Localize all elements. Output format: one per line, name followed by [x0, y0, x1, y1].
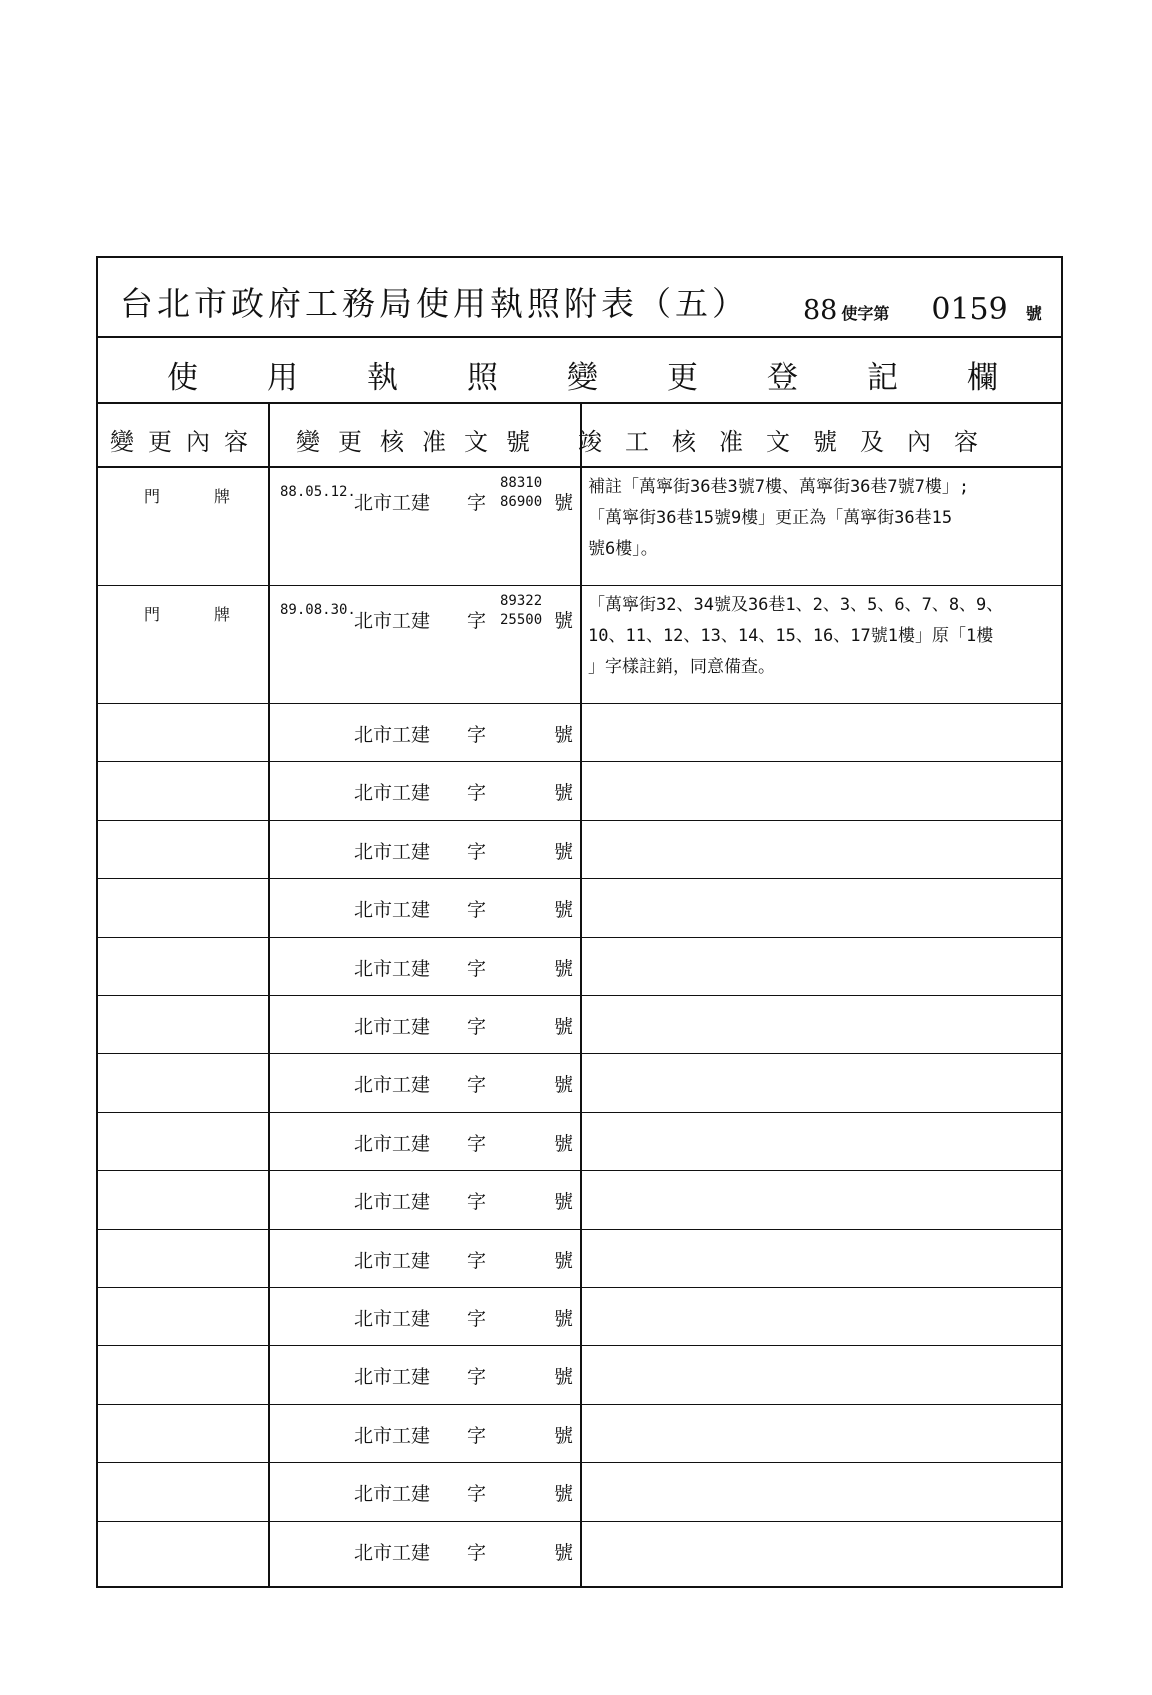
approval-zi: 字	[467, 610, 487, 632]
approval-ref-prefix: 北市工建	[354, 1132, 431, 1155]
table-row	[98, 938, 1061, 996]
approval-zi: 字	[467, 1424, 487, 1447]
table-row	[98, 704, 1061, 762]
completion-note	[588, 472, 1055, 565]
approval-number-2: 86900	[500, 494, 543, 510]
approval-hao: 號	[554, 1191, 574, 1214]
approval-zi: 字	[467, 724, 487, 746]
column-header-change-content: 變更內容	[110, 428, 262, 456]
approval-zi: 字	[467, 1074, 487, 1097]
approval-ref-prefix: 北市工建	[354, 1541, 431, 1564]
approval-number-2: 25500	[500, 612, 543, 628]
note-line: 號6樓」。	[588, 539, 658, 559]
table-row	[98, 879, 1061, 937]
table-row	[98, 821, 1061, 879]
table-row	[98, 586, 1061, 704]
approval-zi: 字	[467, 1132, 487, 1155]
note-line: 」字樣註銷，同意備查。	[588, 657, 775, 677]
change-type-char: 牌	[214, 487, 231, 506]
approval-zi: 字	[467, 1483, 487, 1506]
approval-hao: 號	[554, 782, 574, 805]
section-header	[98, 338, 1067, 404]
approval-hao: 號	[554, 1016, 574, 1038]
approval-ref-prefix: 北市工建	[354, 840, 431, 863]
change-type-cell	[144, 484, 230, 507]
form-title: 台北市政府工務局使用執照附表（五）	[120, 284, 749, 323]
column-header-completion-doc: 竣工核准文號及內容	[578, 428, 1001, 456]
note-line: 補註「萬寧街36巷3號7樓、萬寧街36巷7號7樓」;	[588, 477, 970, 497]
change-type-cell	[144, 602, 230, 625]
approval-ref-prefix: 北市工建	[354, 1074, 431, 1097]
approval-hao: 號	[554, 610, 574, 632]
approval-ref-prefix: 北市工建	[354, 610, 431, 632]
approval-hao: 號	[554, 1366, 574, 1389]
approval-hao: 號	[554, 1308, 574, 1330]
table-row	[98, 1346, 1061, 1404]
approval-ref-prefix: 北市工建	[354, 899, 431, 922]
permit-year: 88	[803, 295, 838, 326]
approval-zi: 字	[467, 1191, 487, 1214]
approval-hao: 號	[554, 724, 574, 746]
approval-zi: 字	[467, 1249, 487, 1272]
change-type-char: 牌	[214, 605, 231, 624]
approval-zi: 字	[467, 899, 487, 922]
table-row	[98, 1054, 1061, 1112]
approval-hao: 號	[554, 1483, 574, 1506]
approval-ref-prefix: 北市工建	[354, 724, 431, 746]
table-row	[98, 1463, 1061, 1521]
change-type-char: 門	[144, 605, 161, 624]
approval-zi: 字	[467, 1366, 487, 1389]
permit-annex-form	[96, 256, 1067, 1588]
permit-number: 0159	[931, 292, 1008, 327]
approval-hao: 號	[554, 899, 574, 922]
permit-number-block	[803, 292, 1042, 327]
approval-ref-prefix: 北市工建	[354, 782, 431, 805]
table-row	[98, 762, 1061, 820]
column-header-approval-doc: 變更核准文號	[296, 428, 548, 456]
table-row	[98, 1171, 1061, 1229]
approval-date: 88.05.12.	[280, 484, 356, 500]
table-row	[98, 1230, 1061, 1288]
approval-zi: 字	[467, 782, 487, 805]
approval-hao: 號	[554, 1541, 574, 1564]
table-row	[98, 1522, 1061, 1580]
approval-hao: 號	[554, 957, 574, 980]
section-title: 使用執照變更登記欄	[167, 360, 1067, 396]
table-row	[98, 1113, 1061, 1171]
table-row	[98, 996, 1061, 1054]
approval-ref-prefix: 北市工建	[354, 1483, 431, 1506]
approval-hao: 號	[554, 840, 574, 863]
approval-hao: 號	[554, 1074, 574, 1097]
approval-zi: 字	[467, 957, 487, 980]
approval-ref-prefix: 北市工建	[354, 1249, 431, 1272]
approval-date: 89.08.30.	[280, 602, 356, 618]
approval-zi: 字	[467, 1541, 487, 1564]
approval-zi: 字	[467, 840, 487, 863]
form-header	[98, 258, 1061, 338]
approval-hao: 號	[554, 1424, 574, 1447]
approval-ref-prefix: 北市工建	[354, 492, 431, 514]
change-type-char: 門	[144, 487, 161, 506]
approval-numbers	[500, 474, 542, 512]
approval-number-1: 89322	[500, 593, 543, 609]
note-line: 「萬寧街36巷15號9樓」更正為「萬寧街36巷15	[588, 508, 953, 528]
table-row	[98, 1405, 1061, 1463]
note-line: 10、11、12、13、14、15、16、17號1樓」原「1樓	[588, 626, 994, 646]
approval-ref-prefix: 北市工建	[354, 1366, 431, 1389]
permit-type: 使字第	[841, 304, 890, 323]
approval-number-1: 88310	[500, 475, 543, 491]
completion-note	[588, 590, 1055, 683]
approval-ref-prefix: 北市工建	[354, 1424, 431, 1447]
approval-ref-prefix: 北市工建	[354, 1191, 431, 1214]
approval-hao: 號	[554, 492, 574, 514]
approval-ref-prefix: 北市工建	[354, 1016, 431, 1038]
approval-zi: 字	[467, 1016, 487, 1038]
approval-zi: 字	[467, 1308, 487, 1330]
permit-suffix: 號	[1025, 304, 1042, 323]
approval-hao: 號	[554, 1249, 574, 1272]
approval-ref-prefix: 北市工建	[354, 957, 431, 980]
table-row	[98, 1288, 1061, 1346]
approval-ref-prefix: 北市工建	[354, 1308, 431, 1330]
approval-hao: 號	[554, 1132, 574, 1155]
table-row	[98, 468, 1061, 586]
approval-zi: 字	[467, 492, 487, 514]
note-line: 「萬寧街32、34號及36巷1、2、3、5、6、7、8、9、	[588, 595, 1004, 615]
approval-numbers	[500, 592, 542, 630]
